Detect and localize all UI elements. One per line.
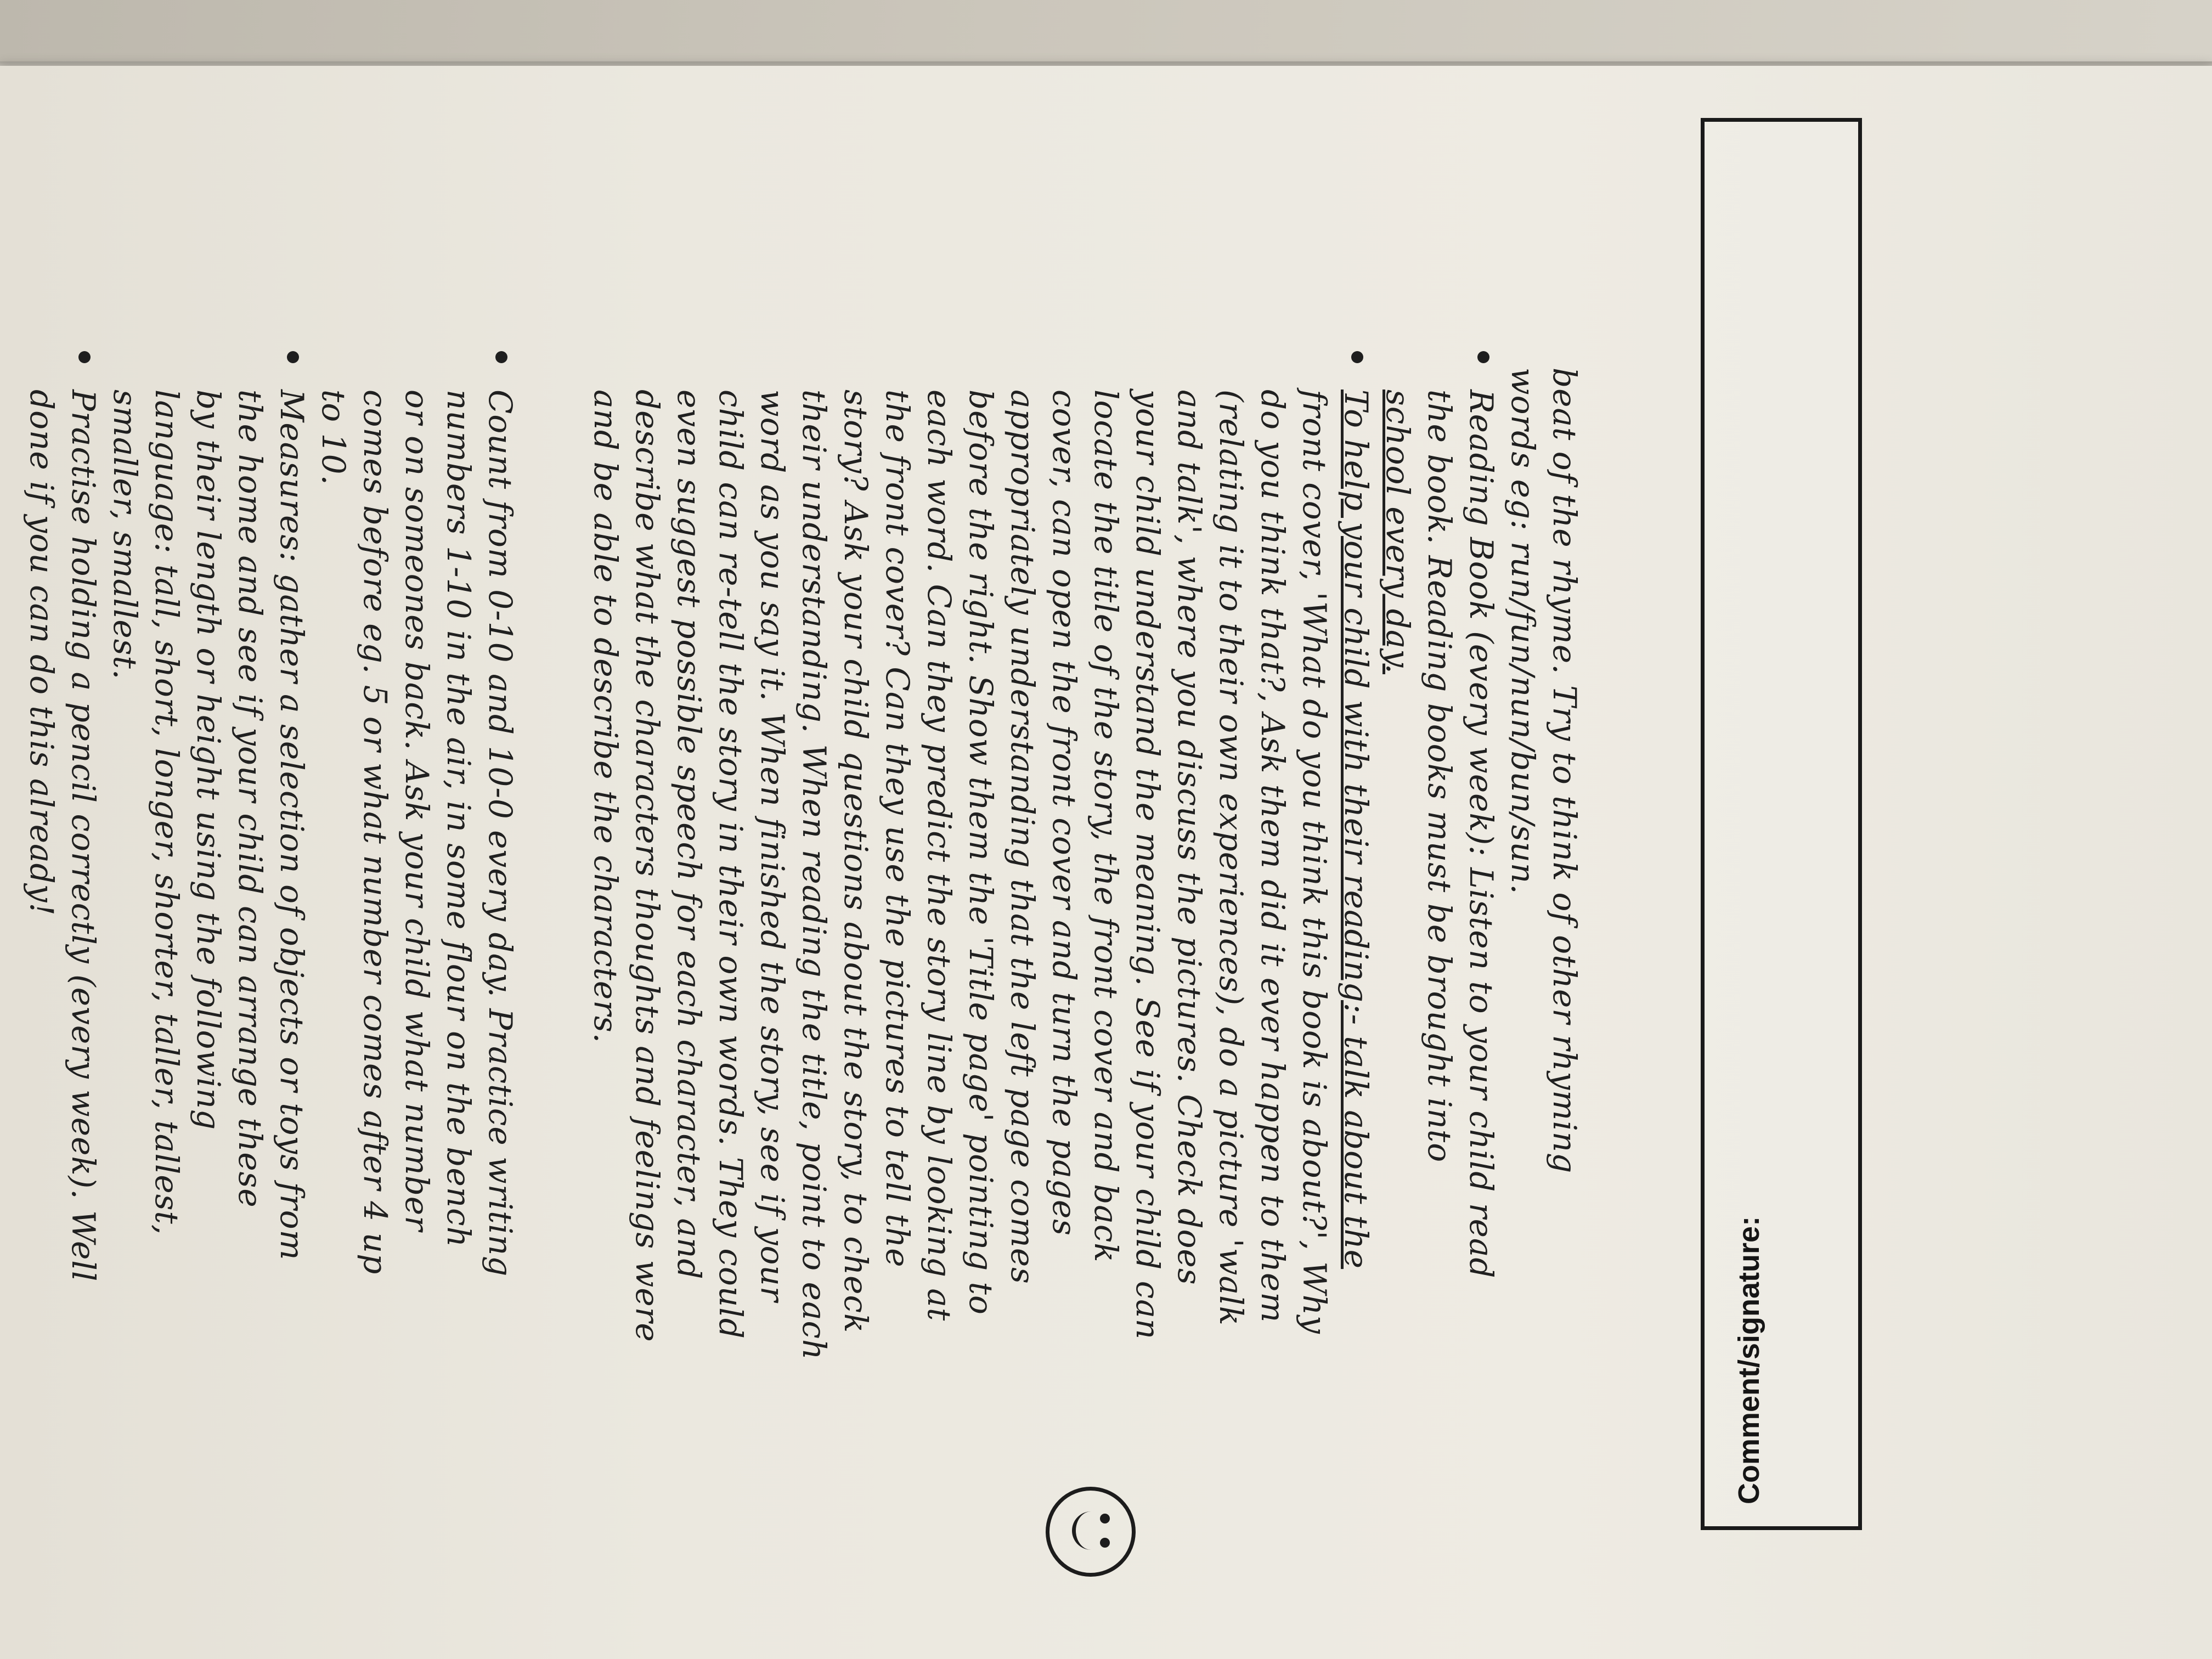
measures-line-4: language: tall, short, longer, shorter, taller, tallest,: [148, 390, 185, 1235]
count-line-3: or on someones back. Ask your child what number: [398, 390, 436, 1232]
comment-signature-label: Comment/signature:: [1733, 1216, 1765, 1504]
help-line-5: and talk', where you discuss the pictures. Check does: [1171, 390, 1208, 1285]
help-line-11: each word. Can they predict the story line by looking at: [921, 390, 958, 1322]
reading-book-line-3: school every day.: [1379, 390, 1417, 674]
help-line-18: describe what the characters thoughts and feelings were: [629, 390, 666, 1342]
measures-line-1: Measures: gather a selection of objects or toys from: [273, 390, 311, 1261]
smiley-eye-icon: [1100, 1514, 1110, 1523]
intro-line-1: beat of the rhyme. Try to think of other rhyming: [1546, 368, 1583, 1174]
pencil-line-1: Practise holding a pencil correctly (every week). Well: [65, 390, 102, 1282]
help-line-2: front cover, 'What do you think this book is about?', Why: [1296, 390, 1333, 1334]
help-line-19: and be able to describe the characters.: [587, 390, 624, 1044]
reading-book-line-1: Reading Book (every week): Listen to your child read: [1463, 390, 1500, 1279]
help-line-15: word as you say it. When finished the story, see if your: [754, 390, 791, 1302]
bullet-reading-book: [1477, 351, 1489, 363]
help-line-17: even suggest possible speech for each character, and: [670, 390, 708, 1280]
bullet-count: [495, 351, 507, 363]
comment-signature-box[interactable]: [1701, 118, 1862, 1530]
count-line-1: Count from 0-10 and 10-0 every day. Practice writing: [482, 390, 519, 1277]
bullet-pencil: [78, 351, 91, 363]
measures-line-5: smaller, smallest.: [106, 390, 144, 680]
help-line-9: appropriately understanding that the left page comes: [1004, 390, 1041, 1284]
help-line-3: do you think that?, Ask them did it ever happen to them: [1254, 390, 1291, 1323]
measures-line-3: by their length or height using the following: [190, 390, 227, 1131]
help-line-13: story? Ask your child questions about the story, to check: [837, 390, 874, 1334]
reading-book-line-2: the book. Reading books must be brought into: [1421, 390, 1458, 1163]
smiley-eye-icon: [1100, 1538, 1110, 1548]
help-line-14: their understanding. When reading the title, point to each: [795, 390, 833, 1361]
help-line-4: (relating it to their own experiences), do a picture 'walk: [1212, 390, 1250, 1326]
help-line-16: child can re-tell the story in their own words. They could: [712, 390, 749, 1339]
help-line-10: before the right. Show them the 'Title page' pointing to: [962, 390, 1000, 1315]
bullet-measures: [287, 351, 299, 363]
count-line-4: comes before eg. 5 or what number comes after 4 up: [357, 390, 394, 1275]
count-line-2: numbers 1-10 in the air, in some flour on the bench: [440, 390, 477, 1248]
smiley-mouth-icon: [1072, 1511, 1098, 1550]
pencil-line-2: done if you can do this already!: [23, 390, 60, 916]
help-line-12: the front cover? Can they use the pictures to tell the: [879, 390, 916, 1268]
bullet-help-reading: [1351, 351, 1363, 363]
help-line-8: cover, can open the front cover and turn the pages: [1046, 390, 1083, 1237]
measures-line-2: the home and see if your child can arrange these: [232, 390, 269, 1208]
help-line-6: your child understand the meaning. See if your child can: [1129, 390, 1166, 1340]
help-line-1: To help your child with their reading:- talk about the: [1338, 390, 1375, 1269]
smiley-face-icon: [1046, 1487, 1136, 1577]
intro-line-2: words eg: run/fun/nun/bun/sun.: [1504, 368, 1542, 895]
document-sheet: [0, 60, 1618, 1602]
count-line-5: to 10.: [315, 390, 352, 486]
help-line-7: locate the title of the story, the front cover and back: [1087, 390, 1125, 1263]
